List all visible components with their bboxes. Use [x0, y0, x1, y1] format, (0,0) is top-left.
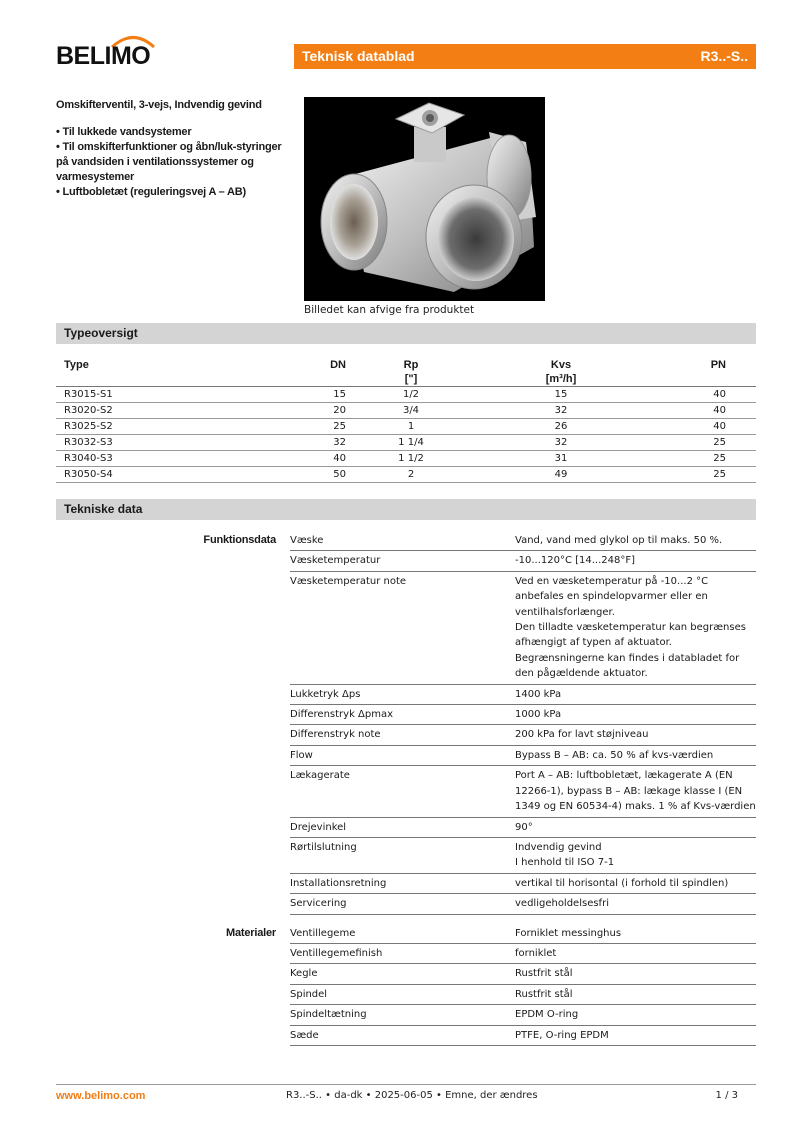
tech-row-key: Installationsretning	[290, 877, 387, 889]
tech-row-value	[515, 987, 756, 1002]
tech-value-line: 1349 og EN 60534-4) maks. 1 % af Kvs-værdien	[515, 801, 756, 813]
tech-row-value	[515, 926, 756, 941]
tech-value-line: PTFE, O-ring EPDM	[515, 1029, 609, 1041]
tech-row-value	[515, 820, 756, 835]
tech-row	[290, 944, 756, 964]
tech-row	[290, 964, 756, 984]
table-row: R3020-S2 20 3/4 32 40	[56, 403, 756, 419]
tech-value-line: Port A – AB: luftbobletæt, lækagerate A (EN	[515, 770, 733, 782]
tech-value-line: forniklet	[515, 947, 557, 959]
tech-row-value	[515, 896, 756, 911]
tech-row-key: Lækagerate	[290, 770, 350, 782]
tech-value-line: 200 kPa for lavt støjniveau	[515, 729, 649, 741]
tech-value-line: I henhold til ISO 7-1	[515, 857, 615, 869]
tech-group	[56, 924, 756, 1046]
document-title: Teknisk datablad	[302, 48, 415, 64]
tech-group-label: Materialer	[226, 926, 276, 939]
col-header-type: Type	[56, 356, 256, 387]
table-row: R3032-S3 32 1 1/4 32 25	[56, 435, 756, 451]
tech-row	[290, 985, 756, 1005]
tech-value-line: ventilhalsforlænger.	[515, 606, 615, 618]
tech-rows	[290, 924, 756, 1046]
tech-row	[290, 531, 756, 551]
tech-value-line: Rustfrit stål	[515, 988, 573, 1000]
col-header-pn: PN	[646, 356, 756, 387]
tech-row-value	[515, 1028, 756, 1043]
tech-row-value	[515, 876, 756, 891]
tech-value-line: Forniklet messinghus	[515, 927, 622, 939]
intro-bullet: • Til omskifterfunktioner og åbn/luk-styringer på vandsiden i ventilationssystemer og varmesystemer	[56, 141, 282, 183]
intro-block	[56, 98, 291, 200]
tech-row-key: Servicering	[290, 898, 347, 910]
tech-row-value	[515, 553, 756, 568]
tech-value-line: Begrænsningerne kan findes i databladet for	[515, 652, 740, 664]
tech-row-key: Rørtilslutning	[290, 841, 357, 853]
tech-row	[290, 746, 756, 766]
table-row: R3015-S1 15 1/2 15 40	[56, 387, 756, 403]
tech-row-value	[515, 707, 756, 722]
tech-row-key: Differenstryk Δpmax	[290, 709, 394, 721]
footer-page-number: 1 / 3	[715, 1090, 738, 1101]
photo-caption: Billedet kan afvige fra produktet	[304, 304, 475, 316]
tech-value-line: vedligeholdelsesfri	[515, 898, 609, 910]
tech-row	[290, 924, 756, 944]
tech-value-line: afhængigt af typen af aktuator.	[515, 637, 672, 649]
tech-row	[290, 894, 756, 914]
tech-value-line: -10...120°C [14...248°F]	[515, 555, 636, 567]
technical-data-list	[56, 531, 756, 1046]
section-typeoversigt: Typeoversigt	[56, 323, 756, 344]
col-header-rp: Rp ["]	[346, 356, 476, 387]
tech-value-line: den pågældende aktuator.	[515, 668, 648, 680]
intro-bullet: • Luftbobletæt (reguleringsvej A – AB)	[56, 186, 246, 198]
tech-value-line: anbefales en spindelopvarmer eller en	[515, 591, 708, 603]
tech-value-line: 1400 kPa	[515, 688, 562, 700]
table-row: R3040-S3 40 1 1/2 31 25	[56, 451, 756, 467]
tech-group-label: Funktionsdata	[203, 534, 276, 546]
tech-row-key: Væsketemperatur	[290, 555, 381, 567]
tech-row-key: Spindeltætning	[290, 1009, 367, 1021]
footer-website-link[interactable]: www.belimo.com	[56, 1090, 146, 1102]
tech-row	[290, 818, 756, 838]
product-photo	[304, 97, 545, 301]
tech-value-line: Ved en væsketemperatur på -10...2 °C	[515, 575, 709, 587]
tech-value-line: Indvendig gevind	[515, 841, 602, 853]
tech-value-line: EPDM O-ring	[515, 1009, 579, 1021]
tech-row-value	[515, 966, 756, 981]
tech-row-value	[515, 946, 756, 961]
tech-value-line: Rustfrit stål	[515, 968, 573, 980]
tech-row-key: Lukketryk Δps	[290, 688, 361, 700]
tech-row-value	[515, 1007, 756, 1022]
footer-document-info: R3..-S.. • da-dk • 2025-06-05 • Emne, der ændres	[286, 1090, 538, 1101]
tech-row	[290, 1005, 756, 1025]
tech-row-key: Væske	[290, 535, 324, 546]
tech-value-line: 90°	[515, 821, 533, 833]
tech-value-line: 12266-1), bypass B – AB: lækage klasse I (EN	[515, 785, 743, 797]
tech-value-line: 1000 kPa	[515, 709, 562, 721]
tech-row-key: Kegle	[290, 968, 318, 980]
table-row: R3050-S4 50 2 49 25	[56, 467, 756, 483]
tech-row-value	[515, 687, 756, 702]
tech-row	[290, 725, 756, 745]
section-tekniske-data: Tekniske data	[56, 499, 756, 520]
tech-row-key: Spindel	[290, 988, 328, 1000]
tech-row-value	[515, 727, 756, 742]
tech-row	[290, 1026, 756, 1046]
valve-illustration	[304, 97, 545, 301]
tech-row-value	[515, 574, 756, 682]
tech-rows	[290, 531, 756, 915]
tech-row-key: Ventillegemefinish	[290, 947, 383, 959]
table-row: R3025-S2 25 1 26 40	[56, 419, 756, 435]
tech-row	[290, 551, 756, 571]
tech-row	[290, 705, 756, 725]
col-header-dn: DN	[256, 356, 346, 387]
tech-row-key: Flow	[290, 749, 313, 761]
footer-divider	[56, 1084, 756, 1085]
col-header-kvs: Kvs [m³/h]	[476, 356, 646, 387]
tech-row-value	[515, 533, 756, 548]
tech-row	[290, 838, 756, 874]
type-table-header	[56, 356, 756, 387]
tech-row	[290, 685, 756, 705]
tech-row	[290, 572, 756, 685]
tech-value-line: Bypass B – AB: ca. 50 % af kvs-værdien	[515, 749, 714, 761]
tech-row-key: Differenstryk note	[290, 729, 381, 741]
tech-row-key: Drejevinkel	[290, 821, 347, 833]
tech-row-value	[515, 768, 756, 814]
tech-row-value	[515, 840, 756, 871]
intro-bullet: • Til lukkede vandsystemer	[56, 126, 192, 138]
tech-row-key: Ventillegeme	[290, 927, 356, 939]
tech-row	[290, 874, 756, 894]
tech-row	[290, 766, 756, 817]
intro-subtitle: Omskifterventil, 3-vejs, Indvendig gevind	[56, 99, 262, 111]
logo-text: BELIMO	[56, 42, 151, 70]
tech-group	[56, 531, 756, 915]
tech-row-key: Sæde	[290, 1029, 319, 1041]
title-bar	[294, 44, 756, 69]
tech-row-value	[515, 748, 756, 763]
belimo-logo	[56, 40, 156, 70]
product-code: R3..-S..	[700, 48, 748, 64]
tech-value-line: Den tilladte væsketemperatur kan begrænses	[515, 622, 746, 634]
tech-value-line: vertikal til horisontal (i forhold til spindlen)	[515, 877, 729, 889]
type-table	[56, 356, 756, 483]
tech-value-line: Vand, vand med glykol op til maks. 50 %.	[515, 535, 723, 546]
tech-row-key: Væsketemperatur note	[290, 575, 407, 587]
